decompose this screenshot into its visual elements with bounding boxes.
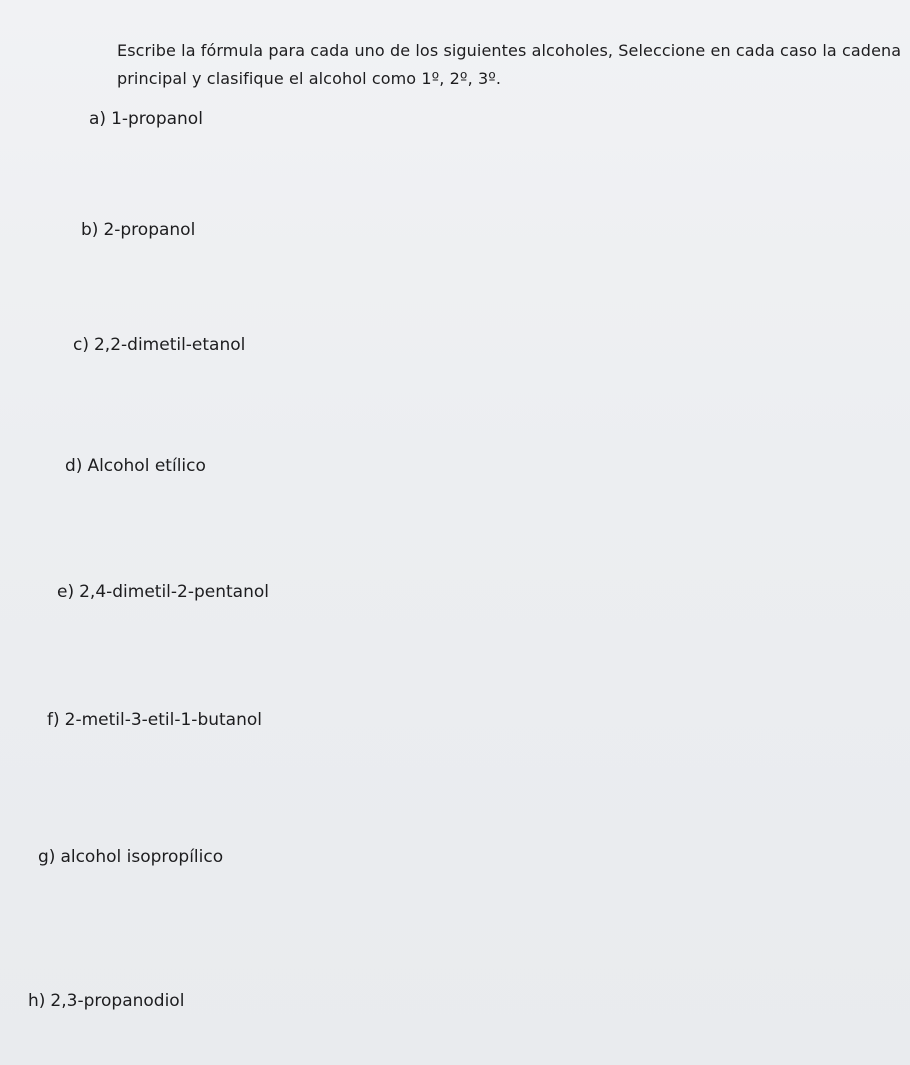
exercise-item-g (38, 846, 223, 868)
exercise-item-a (89, 108, 203, 130)
item-compound-name: 1-propanol (111, 109, 203, 129)
item-compound-name: 2,4-dimetil-2-pentanol (79, 582, 269, 602)
item-letter: c) (73, 335, 89, 355)
item-compound-name: 2-propanol (103, 220, 196, 240)
item-letter: a) (89, 109, 107, 129)
item-compound-name: Alcohol etílico (87, 456, 206, 476)
item-letter: d) (65, 456, 83, 476)
item-compound-name: 2,2-dimetil-etanol (93, 335, 246, 355)
exercise-item-e (57, 581, 269, 603)
item-letter: e) (57, 582, 75, 602)
item-compound-name: 2,3-propanodiol (50, 991, 185, 1011)
instructions-line-2: principal y clasifique el alcohol como 1º, 2º, 3º. (117, 69, 502, 88)
exercise-item-h (28, 990, 184, 1012)
instructions-line-1: Escribe la fórmula para cada uno de los siguientes alcoholes, Seleccione en cada caso la cadena (117, 41, 902, 60)
item-letter: f) (47, 710, 60, 730)
exercise-item-c (73, 334, 245, 356)
instructions-text (117, 37, 902, 93)
exercise-item-d (65, 455, 206, 477)
item-letter: b) (81, 220, 99, 240)
item-letter: h) (28, 991, 46, 1011)
exercise-item-f (47, 709, 262, 731)
item-letter: g) (38, 847, 56, 867)
exercise-item-b (81, 219, 195, 241)
item-compound-name: 2-metil-3-etil-1-butanol (64, 710, 262, 730)
item-compound-name: alcohol isopropílico (60, 847, 224, 867)
